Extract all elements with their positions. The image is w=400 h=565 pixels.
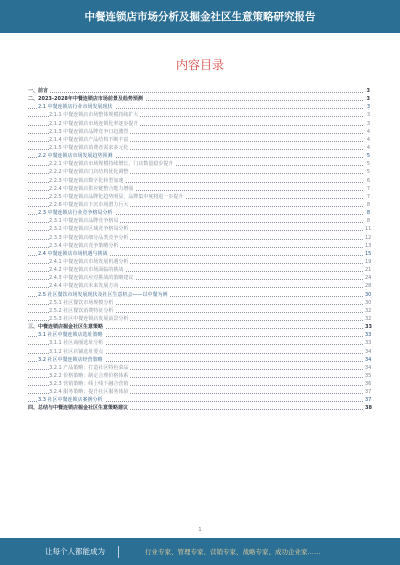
toc-entry[interactable] xyxy=(28,396,370,404)
toc-entry[interactable] xyxy=(28,364,370,372)
toc-entry-page: 19 xyxy=(365,258,372,265)
toc-entry-page: 28 xyxy=(365,283,372,290)
toc-entry-page: 37 xyxy=(365,389,372,396)
toc-entry-text: 3.1 社区中餐连锁店选址策略 xyxy=(38,332,103,339)
toc-entry-page: 3 xyxy=(364,120,370,128)
toc-entry[interactable] xyxy=(28,258,370,266)
toc-entry[interactable] xyxy=(28,234,370,242)
toc-entry[interactable] xyxy=(28,95,370,103)
toc-entry-text: 三、中餐连锁店掘金社区生意策略 xyxy=(28,324,104,331)
toc-entry-page: 34 xyxy=(365,364,372,371)
toc-entry[interactable] xyxy=(28,209,370,217)
toc-entry-page: 8 xyxy=(364,201,370,209)
toc-entry-page: 34 xyxy=(365,356,372,363)
toc-entry-page: 3 xyxy=(364,111,370,119)
toc-entry-page: 36 xyxy=(365,381,372,388)
toc-entry-text: 3.2.2 价格策略：制定合理价格体系 xyxy=(49,372,129,379)
toc-entry-text: 2.1.1 中餐连锁店市场整体规模持续扩大 xyxy=(49,112,139,119)
toc-entry-page: 7 xyxy=(364,193,370,201)
toc-entry[interactable] xyxy=(28,404,370,412)
toc-entry-text: 3.2 社区中餐连锁店经营策略 xyxy=(38,356,103,363)
toc-entry-page: 8 xyxy=(364,209,370,217)
toc-entry-text: 2.4.1 中餐连锁店市场发展机遇分析 xyxy=(49,258,129,265)
toc-entry-text: 2.5 社区餐饮市场发展现状及社区生意机会——以中餐为例 xyxy=(38,291,168,298)
toc-entry[interactable] xyxy=(28,168,370,176)
toc-entry-page: 37 xyxy=(365,397,372,404)
toc-entry-text: 2.5.2 社区餐饮消费特征分析 xyxy=(49,307,114,314)
toc-entry-page: 3 xyxy=(364,103,370,111)
toc-entry-text: 2.2.2 中餐连锁店门店结构优化调整 xyxy=(49,169,129,176)
toc-entry-page: 6 xyxy=(364,177,370,185)
toc-entry-text: 2.1.4 中餐连锁店产品结构不断丰富 xyxy=(49,136,129,143)
toc-entry-page: 8 xyxy=(364,217,370,225)
toc-entry-text: 2.2.5 中餐连锁店品牌化趋势明显，品牌集中度将进一步提升 xyxy=(49,193,184,200)
toc-entry[interactable] xyxy=(28,136,370,144)
toc-entry-text: 3.2.1 产品策略：打造社区特色菜品 xyxy=(49,364,129,371)
toc-entry-page: 38 xyxy=(365,405,372,412)
toc-entry-text: 2.3.3 中餐连锁店细分品类竞争分析 xyxy=(49,234,129,241)
toc-leader-dots xyxy=(28,92,365,93)
toc-entry[interactable] xyxy=(28,388,370,396)
toc-entry-text: 二、2023-2028年中餐连锁店市场前景及趋势预测 xyxy=(28,96,143,103)
toc-entry[interactable] xyxy=(28,250,370,258)
toc-entry[interactable] xyxy=(28,152,370,160)
toc-entry[interactable] xyxy=(28,274,370,282)
toc-entry-text: 2.2.3 中餐连锁店数字化转型加速 xyxy=(49,177,124,184)
toc-entry-text: 2.3.1 中餐连锁店品牌竞争格局 xyxy=(49,218,119,225)
toc-entry-page: 15 xyxy=(365,250,372,257)
document-title: 中餐连锁店市场分析及掘金社区生意策略研究报告 xyxy=(84,11,316,23)
toc-entry-text: 2.3 中餐连锁店行业竞争格局分析 xyxy=(38,210,113,217)
toc-entry-text: 2.3.4 中餐连锁店竞争策略分析 xyxy=(49,242,119,249)
toc-entry-page: 24 xyxy=(365,275,372,282)
toc-entry-page: 12 xyxy=(365,234,372,241)
toc-entry[interactable] xyxy=(28,299,370,307)
toc-entry-page: 5 xyxy=(364,152,370,160)
toc-entry-text: 3.3 社区中餐连锁店案例分析 xyxy=(38,397,103,404)
footer-slogan: 让每个人都能成为 xyxy=(45,547,105,556)
toc-entry-page: 35 xyxy=(365,372,372,379)
toc-entry-text: 2.1.5 中餐连锁店消费者需求多元化 xyxy=(49,144,129,151)
toc-entry[interactable] xyxy=(28,111,370,119)
toc-entry-page: 3 xyxy=(364,87,370,95)
toc-entry[interactable] xyxy=(28,291,370,299)
footer-roles: 行业专家、管理专家、营销专家、战略专家、成功企业家…… xyxy=(145,548,321,556)
toc-entry-page: 30 xyxy=(365,291,372,298)
toc-entry[interactable] xyxy=(28,103,370,111)
toc-entry[interactable] xyxy=(28,144,370,152)
toc-entry[interactable] xyxy=(28,185,370,193)
toc-entry[interactable] xyxy=(28,201,370,209)
toc-entry-text: 2.4.4 中餐连锁店未来发展方向 xyxy=(49,283,119,290)
toc-entry-page: 33 xyxy=(365,332,372,339)
toc-entry-page: 32 xyxy=(365,307,372,314)
toc-entry-page: 4 xyxy=(364,128,370,136)
toc-entry-page: 30 xyxy=(365,299,372,306)
toc-entry-text: 3.2.4 服务策略：提升社区服务体验 xyxy=(49,389,129,396)
toc-entry-text: 2.2.6 中餐连锁店下沉市场潜力巨大 xyxy=(49,201,129,208)
toc-entry-page: 5 xyxy=(364,168,370,176)
toc-entry[interactable] xyxy=(28,225,370,233)
toc-entry[interactable] xyxy=(28,266,370,274)
document-header xyxy=(0,0,400,33)
toc-entry[interactable] xyxy=(28,160,370,168)
toc-entry[interactable] xyxy=(28,315,370,323)
toc-entry[interactable] xyxy=(28,331,370,339)
toc-entry[interactable] xyxy=(28,217,370,225)
toc-entry[interactable] xyxy=(28,242,370,250)
toc-entry-text: 一、前言 xyxy=(28,88,49,94)
toc-entry-text: 2.4 中餐连锁店市场机遇与挑战 xyxy=(38,250,108,257)
toc-entry[interactable] xyxy=(28,177,370,185)
toc-entry-page: 13 xyxy=(365,242,372,249)
table-of-contents xyxy=(28,87,370,413)
toc-entry[interactable] xyxy=(28,356,370,364)
toc-entry[interactable] xyxy=(28,323,370,331)
toc-entry-text: 2.1.2 中餐连锁店市场连锁化率逐步提升 xyxy=(49,120,139,127)
toc-entry[interactable] xyxy=(28,87,370,95)
toc-title: 内容目录 xyxy=(175,58,224,72)
toc-entry[interactable] xyxy=(28,282,370,290)
toc-entry[interactable] xyxy=(28,120,370,128)
document-footer xyxy=(0,538,400,565)
toc-entry-page: 4 xyxy=(364,136,370,144)
toc-entry-page: 34 xyxy=(365,348,372,355)
toc-entry-text: 四、总结与中餐连锁店掘金社区生意策略建议 xyxy=(28,405,129,412)
toc-entry-text: 3.2.3 营销策略：线上线下融合营销 xyxy=(49,381,129,388)
toc-entry-text: 2.2.4 中餐连锁店供应链整合能力增强 xyxy=(49,185,134,192)
toc-entry-text: 2.2 中餐连锁店市场发展趋势预测 xyxy=(38,153,113,160)
toc-entry-text: 2.1 中餐连锁店行业市场发展现状 xyxy=(38,104,113,111)
toc-entry-text: 2.1.3 中餐连锁店品牌竞争日趋激烈 xyxy=(49,128,129,135)
toc-entry-page: 7 xyxy=(364,185,370,193)
toc-entry-text: 3.1.2 社区店铺选址要点 xyxy=(49,348,104,355)
footer-divider xyxy=(118,546,119,558)
toc-entry-page: 5 xyxy=(364,160,370,168)
toc-entry[interactable] xyxy=(28,193,370,201)
toc-entry-text: 2.5.3 社区中餐连锁店发展前景分析 xyxy=(49,315,129,322)
toc-entry-page: 33 xyxy=(365,324,372,331)
toc-entry-page: 32 xyxy=(365,315,372,322)
toc-entry-page: 3 xyxy=(364,95,370,103)
toc-entry-text: 2.4.2 中餐连锁店市场面临的挑战 xyxy=(49,267,124,274)
toc-entry-text: 2.4.3 中餐连锁店应对挑战的策略建议 xyxy=(49,275,134,282)
toc-entry-page: 33 xyxy=(365,340,372,347)
toc-entry-text: 3.1.1 社区商圈选址分析 xyxy=(49,340,104,347)
toc-entry-page: 4 xyxy=(364,144,370,152)
toc-entry[interactable] xyxy=(28,372,370,380)
page-number: 1 xyxy=(198,527,202,533)
toc-entry[interactable] xyxy=(28,339,370,347)
toc-entry-page: 11 xyxy=(365,226,372,233)
toc-entry[interactable] xyxy=(28,128,370,136)
toc-entry[interactable] xyxy=(28,380,370,388)
toc-entry-text: 2.2.1 中餐连锁店市场规模持续增长，门店数量稳步提升 xyxy=(49,161,174,168)
toc-entry-text: 2.3.2 中餐连锁店区域竞争格局分析 xyxy=(49,226,129,233)
toc-entry[interactable] xyxy=(28,307,370,315)
toc-entry-text: 2.5.1 社区餐饮市场规模分析 xyxy=(49,299,114,306)
document-page xyxy=(10,33,390,538)
toc-entry[interactable] xyxy=(28,348,370,356)
toc-entry-page: 21 xyxy=(365,267,372,274)
